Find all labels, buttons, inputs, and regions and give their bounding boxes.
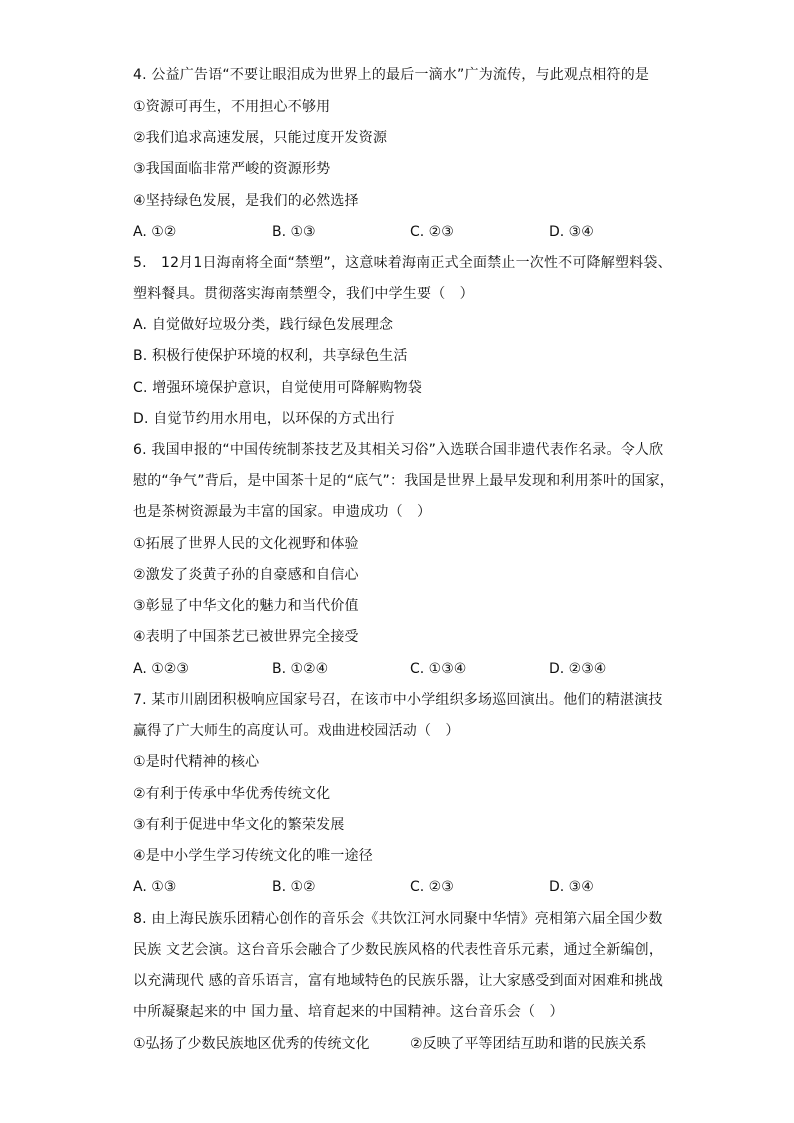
q8-stem-line-2: 民族 文艺会演。这台音乐会融合了少数民族风格的代表性音乐元素，通过全新编创， xyxy=(133,942,664,958)
q4-item-1: ①资源可再生，不用担心不够用 xyxy=(133,99,331,115)
q4-item-3: ③我国面临非常严峻的资源形势 xyxy=(133,161,331,177)
q6-choice-b: B. ①②④ xyxy=(272,661,329,677)
q6-stem-line-2: 慰的“争气”背后，是中国茶十足的“底气”：我国是世界上最早发现和利用茶叶的国家， xyxy=(133,473,675,489)
q7-choice-b: B. ①② xyxy=(272,879,316,895)
q7-choice-c: C. ②③ xyxy=(410,879,454,895)
q4-item-4: ④坚持绿色发展，是我们的必然选择 xyxy=(133,193,359,209)
q4-choice-a: A. ①② xyxy=(133,224,177,240)
q5-stem-line-2: 塑料餐具。贯彻落实海南禁塑令，我们中学生要（ ） xyxy=(133,286,474,302)
q6-choice-d: D. ②③④ xyxy=(549,661,607,677)
q7-choice-a: A. ①③ xyxy=(133,879,177,895)
q6-stem-line-1: 6. 我国申报的“中国传统制茶技艺及其相关习俗”入选联合国非遗代表作名录。令人欣 xyxy=(133,442,664,458)
q7-stem-line-1: 7. 某市川剧团积极响应国家号召，在该市中小学组织多场巡回演出。他们的精湛演技 xyxy=(133,692,663,708)
q7-choice-d: D. ③④ xyxy=(549,879,594,895)
q6-item-4: ④表明了中国茶艺已被世界完全接受 xyxy=(133,629,359,645)
q7-item-3: ③有利于促进中华文化的繁荣发展 xyxy=(133,817,345,833)
q4-choice-d: D. ③④ xyxy=(549,224,594,240)
q8-stem-line-4: 中所凝聚起来的中 国力量、培育起来的中国精神。这台音乐会（ ） xyxy=(133,1004,564,1020)
q7-stem-line-2: 赢得了广大师生的高度认可。戏曲进校园活动（ ） xyxy=(133,723,460,739)
q6-choice-c: C. ①③④ xyxy=(410,661,467,677)
q7-item-1: ①是时代精神的核心 xyxy=(133,754,260,770)
q4-choice-b: B. ①③ xyxy=(272,224,316,240)
q4-choice-c: C. ②③ xyxy=(410,224,454,240)
q7-item-4: ④是中小学生学习传统文化的唯一途径 xyxy=(133,848,373,864)
q8-item-1: ①弘扬了少数民族地区优秀的传统文化 xyxy=(133,1036,370,1052)
q6-item-1: ①拓展了世界人民的文化视野和体验 xyxy=(133,536,359,552)
q5-option-a: A. 自觉做好垃圾分类，践行绿色发展理念 xyxy=(133,317,394,333)
q4-item-2: ②我们追求高速发展，只能过度开发资源 xyxy=(133,130,388,146)
q8-stem-line-3: 以充满现代 感的音乐语言，富有地域特色的民族乐器，让大家感受到面对困难和挑战 xyxy=(133,973,664,989)
q7-item-2: ②有利于传承中华优秀传统文化 xyxy=(133,786,331,802)
q5-option-b: B. 积极行使保护环境的权利，共享绿色生活 xyxy=(133,348,408,364)
q5-option-c: C. 增强环境保护意识，自觉使用可降解购物袋 xyxy=(133,380,423,396)
q4-stem-line-1: 4. 公益广告语“不要让眼泪成为世界上的最后一滴水”广为流传，与此观点相符的是 xyxy=(133,67,650,83)
q6-stem-line-3: 也是茶树资源最为丰富的国家。申遗成功（ ） xyxy=(133,504,432,520)
q6-choice-a: A. ①②③ xyxy=(133,661,189,677)
q6-item-3: ③彰显了中华文化的魅力和当代价值 xyxy=(133,598,359,614)
q8-item-2: ②反映了平等团结互助和谐的民族关系 xyxy=(410,1036,647,1052)
q5-option-d: D. 自觉节约用水用电，以环保的方式出行 xyxy=(133,411,395,427)
q8-stem-line-1: 8. 由上海民族乐团精心创作的音乐会《共饮江河水同聚中华情》亮相第六届全国少数 xyxy=(133,911,663,927)
q6-item-2: ②激发了炎黄子孙的自豪感和自信心 xyxy=(133,567,359,583)
q5-stem-line-1: 5. 12月1日海南将全面“禁塑”，这意味着海南正式全面禁止一次性不可降解塑料袋、 xyxy=(133,255,672,271)
